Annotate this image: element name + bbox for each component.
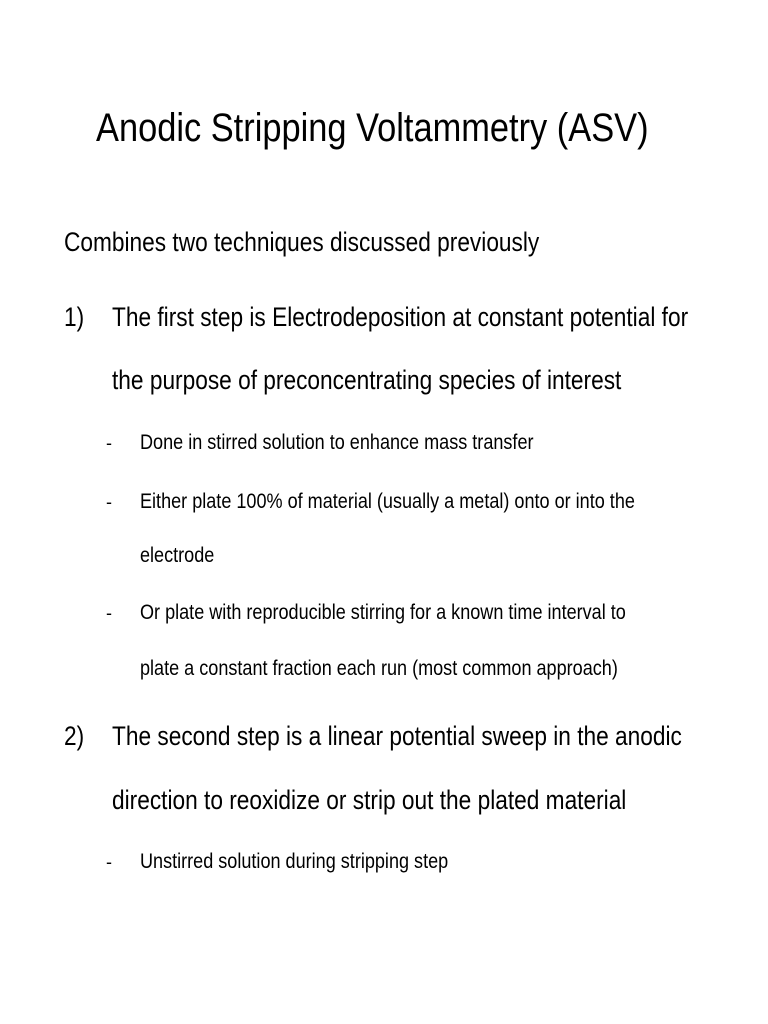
step-2-line-1: The second step is a linear potential sweep in the anodic — [112, 721, 682, 751]
step-1-bullet-2-line-1: Either plate 100% of material (usually a metal) onto or into the — [140, 490, 635, 513]
step-2-bullet-1: Unstirred solution during stripping step — [140, 850, 449, 873]
step-1-line-2: the purpose of preconcentrating species of interest — [112, 365, 622, 395]
bullet-marker: - — [106, 852, 112, 872]
bullet-marker: - — [106, 492, 112, 512]
intro-text: Combines two techniques discussed previously — [64, 227, 540, 257]
step-2-number: 2) — [64, 721, 85, 751]
slide-title: Anodic Stripping Voltammetry (ASV) — [96, 106, 649, 150]
step-1-bullet-2-line-2: electrode — [140, 544, 215, 567]
bullet-marker: - — [106, 433, 112, 453]
bullet-marker: - — [106, 603, 112, 623]
step-1-line-1: The first step is Electrodeposition at constant potential for — [112, 302, 689, 332]
step-1-bullet-3-line-1: Or plate with reproducible stirring for a known time interval to — [140, 601, 626, 624]
step-2-line-2: direction to reoxidize or strip out the plated material — [112, 785, 627, 815]
step-1-bullet-1: Done in stirred solution to enhance mass transfer — [140, 431, 534, 454]
step-1-bullet-3-line-2: plate a constant fraction each run (most common approach) — [140, 657, 618, 680]
step-1-number: 1) — [64, 302, 85, 332]
